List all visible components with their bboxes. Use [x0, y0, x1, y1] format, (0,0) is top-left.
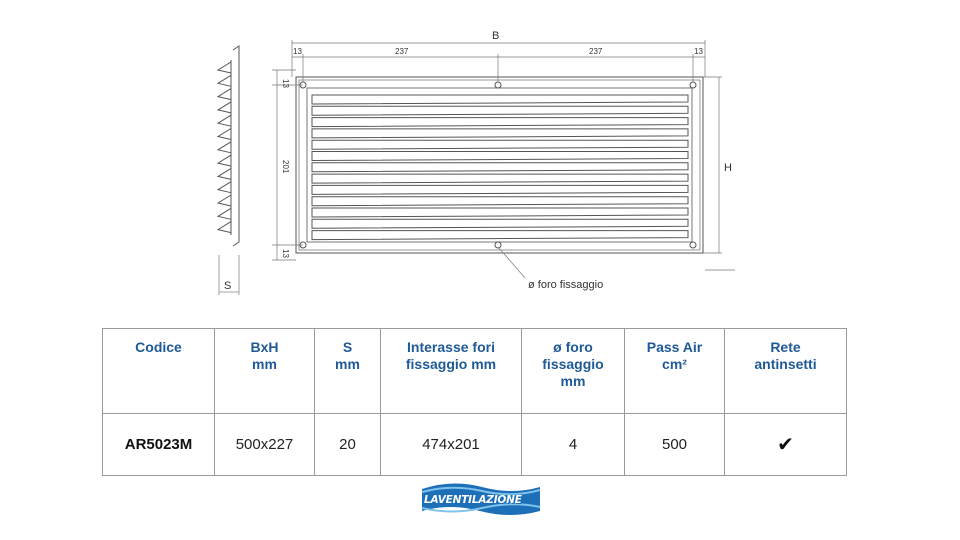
header-codice: [103, 329, 215, 414]
louvre-blade: [312, 129, 688, 138]
dim-label-237-right: 237: [589, 47, 603, 56]
side-louvre-tooth: [218, 62, 231, 73]
header-line: ø foro: [553, 339, 593, 355]
cell-pass-air: 500: [625, 414, 725, 476]
dim-label-s: S: [224, 280, 232, 292]
dim-label-h: H: [724, 162, 732, 174]
header-line: S: [342, 339, 353, 355]
louvre-blade: [312, 140, 688, 149]
louvre-blade: [312, 95, 688, 104]
dim-label-13-top: 13: [281, 79, 290, 88]
table-header-row: [103, 329, 847, 414]
side-louvre-tooth: [218, 182, 231, 193]
hole-label: ø foro fissaggio: [528, 279, 604, 291]
brand-logo: [422, 481, 540, 519]
cell-interasse: 474x201: [381, 414, 522, 476]
dim-label-13-left: 13: [293, 47, 302, 56]
louvre-blade: [312, 185, 688, 194]
top-dimensions: [292, 40, 705, 82]
louvre-blade: [312, 231, 688, 240]
header-line: Codice: [135, 339, 182, 355]
louvre-blade: [312, 197, 688, 206]
side-louvre-tooth: [218, 208, 231, 219]
dim-label-b: B: [492, 30, 500, 42]
header-line: fissaggio mm: [405, 356, 497, 372]
logo-text: LAVENTILAZIONE: [424, 494, 522, 506]
header-foro: [522, 329, 625, 414]
dim-label-201: 201: [281, 160, 290, 174]
header-interasse: [381, 329, 522, 414]
header-s: [315, 329, 381, 414]
header-line: Rete: [770, 339, 801, 355]
cell-bxh: 500x227: [215, 414, 315, 476]
cell-s: 20: [315, 414, 381, 476]
side-louvre-tooth: [218, 222, 231, 233]
header-bxh: [215, 329, 315, 414]
side-louvre-tooth: [218, 155, 231, 166]
louvre-blade: [312, 219, 688, 228]
side-louvre-tooth: [218, 75, 231, 86]
spec-table: [102, 328, 847, 476]
cell-code: AR5023M: [103, 414, 215, 476]
header-line: mm: [335, 356, 360, 372]
table-row: [103, 414, 847, 476]
louvre-blade: [312, 163, 688, 172]
header-line: BxH: [250, 339, 279, 355]
louvre-blade: [312, 152, 688, 161]
louvre-blade: [312, 174, 688, 183]
cell-rete-check: ✔: [725, 414, 847, 476]
header-line: Pass Air: [646, 339, 703, 355]
louvre-blade: [312, 118, 688, 127]
header-pass-air: [625, 329, 725, 414]
dim-label-237-left: 237: [395, 47, 409, 56]
louvre-blade: [312, 208, 688, 217]
dim-label-13-right: 13: [694, 47, 703, 56]
dim-label-13-bottom: 13: [281, 249, 290, 258]
header-line: fissaggio: [542, 356, 604, 372]
side-louvre-tooth: [218, 142, 231, 153]
header-line: Interasse fori: [407, 339, 495, 355]
side-louvre-tooth: [218, 115, 231, 126]
side-louvre-tooth: [218, 89, 231, 100]
side-louvre-tooth: [218, 102, 231, 113]
louvre-blade: [312, 106, 688, 115]
side-louvre-tooth: [218, 129, 231, 140]
side-louvre-tooth: [218, 195, 231, 206]
header-line: cm²: [662, 356, 687, 372]
side-louvre-tooth: [218, 168, 231, 179]
header-line: antinsetti: [754, 356, 817, 372]
front-view: [296, 77, 703, 253]
header-line: mm: [560, 373, 586, 389]
header-rete: [725, 329, 847, 414]
cell-foro: 4: [522, 414, 625, 476]
side-profile-view: [218, 46, 239, 295]
header-line: mm: [252, 356, 277, 372]
